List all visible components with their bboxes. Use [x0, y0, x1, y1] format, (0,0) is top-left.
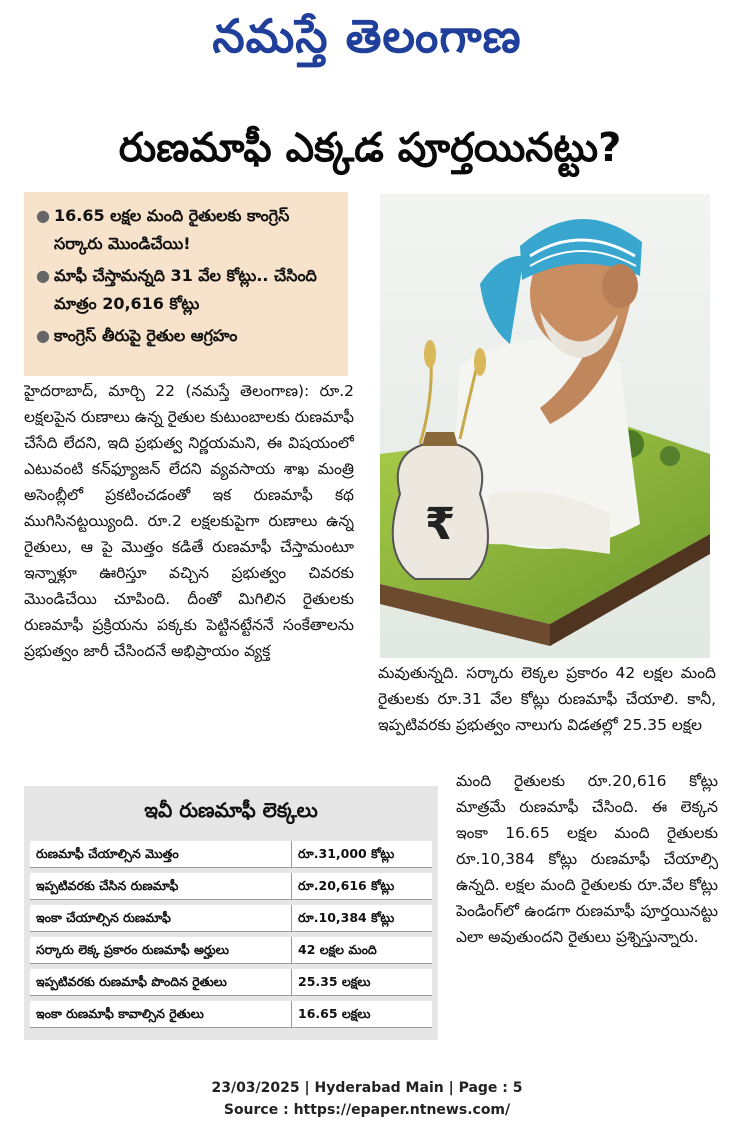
row-label: ఇప్పటివరకు రుణమాఫీ పొందిన రైతులు [30, 969, 291, 996]
row-label: రుణమాఫీ చేయాల్సిన మొత్తం [30, 841, 291, 868]
rupee-symbol: ₹ [424, 499, 456, 550]
row-label: ఇప్పటివరకు చేసిన రుణమాఫీ [30, 873, 291, 900]
table-row [30, 969, 432, 996]
highlight-item [36, 262, 340, 318]
table-row [30, 937, 432, 964]
table-row [30, 841, 432, 868]
footer-edition-info: 23/03/2025 | Hyderabad Main | Page : 5 [211, 1080, 523, 1096]
article-body-column-1: హైదరాబాద్, మార్చి 22 (నమస్తే తెలంగాణ): రూ.2 లక్షలపైన రుణాలు ఉన్న రైతుల కుటుంబాలకు రుణమాఫీ చేసేది లేదని, ఇది ప్రభుత్వ నిర్ణయమని, ఈ విషయంలో ఎటువంటి కన్‌ఫ్యూజన్ లేదని వ్యవసాయ శాఖ మంత్రి అసెంబ్లీలో ప్రకటించడంతో ఇక రుణమాఫీ కథ ముగిసినట్టయ్యింది. రూ.2 లక్షలకుపైగా రుణాలు ఉన్న రైతులు, ఆ పై మొత్తం కడితే రుణమాఫీ చేస్తామంటూ ఇన్నాళ్లూ ఊరిస్తూ వచ్చిన ప్రభుత్వం చివరకు మొండిచేయి చూపింది. దీంతో మిగిలిన రైతులకు రుణమాఫీ ప్రక్రియను పక్కకు పెట్టినట్టేననే సంకేతాలను ప్రభుత్వం జారీ చేసిందనే అభిప్రాయం వ్యక్త [24, 382, 354, 660]
article-headline: రుణమాఫీ ఎక్కడ పూర్తయినట్టు? [118, 125, 622, 171]
row-label: సర్కారు లెక్క ప్రకారం రుణమాఫీ అర్హులు [30, 937, 291, 964]
row-value: 42 లక్షల మంది [291, 937, 432, 964]
row-value: 25.35 లక్షలు [291, 969, 432, 996]
row-label: ఇంకా చేయాల్సిన రుణమాఫీ [30, 905, 291, 932]
farmer-illustration [380, 194, 710, 658]
table-row [30, 873, 432, 900]
article-body-column-2-bottom: మంది రైతులకు రూ.20,616 కోట్లు మాత్రమే రుణమాఫీ చేసింది. ఈ లెక్కన ఇంకా 16.65 లక్షల మంది రైతులకు రూ.10,384 కోట్లు రుణమాఫీ చేయాల్సి ఉన్నది. లక్షల మంది రైతులకు రూ.వేల కోట్లు పెండింగ్‌లో ఉండగా రుణమాఫీ పూర్తయినట్టు ఎలా అవుతుందని రైతులు ప్రశ్నిస్తున్నారు. [456, 772, 718, 946]
table-row [30, 1001, 432, 1028]
newspaper-masthead: నమస్తే తెలంగాణ [212, 9, 522, 63]
footer-source-link[interactable]: Source : https://epaper.ntnews.com/ [223, 1102, 511, 1118]
bullet-icon: ● [36, 266, 50, 285]
row-value: రూ.20,616 కోట్లు [291, 873, 432, 900]
highlight-item [36, 202, 340, 258]
highlight-text: కాంగ్రెస్ తీరుపై రైతుల ఆగ్రహం [54, 326, 238, 345]
farmer-photo [380, 194, 710, 658]
highlight-text: మాఫీ చేస్తామన్నది 31 వేల కోట్లు.. చేసింది మాత్రం 20,616 కోట్లు [54, 266, 317, 313]
row-value: రూ.31,000 కోట్లు [291, 841, 432, 868]
highlight-text: 16.65 లక్షల మంది రైతులకు కాంగ్రెస్ సర్కారు మొండిచేయి! [54, 206, 290, 253]
highlights-box [24, 192, 348, 376]
bullet-icon: ● [36, 326, 50, 345]
loan-waiver-figures-box [24, 786, 438, 1040]
row-label: ఇంకా రుణమాఫీ కావాల్సిన రైతులు [30, 1001, 291, 1028]
highlight-item [36, 322, 340, 350]
row-value: 16.65 లక్షలు [291, 1001, 432, 1028]
article-body-column-2-top: మవుతున్నది. సర్కారు లెక్కల ప్రకారం 42 లక్షల మంది రైతులకు రూ.31 వేల కోట్లు రుణమాఫీ చేయాలి. కానీ, ఇప్పటివరకు ప్రభుత్వం నాలుగు విడతల్లో 25.35 లక్షల [378, 664, 716, 734]
loan-waiver-table [30, 836, 432, 1033]
table-row [30, 905, 432, 932]
row-value: రూ.10,384 కోట్లు [291, 905, 432, 932]
bullet-icon: ● [36, 206, 50, 225]
table-title: ఇవీ రుణమాఫీ లెక్కలు [144, 798, 318, 822]
